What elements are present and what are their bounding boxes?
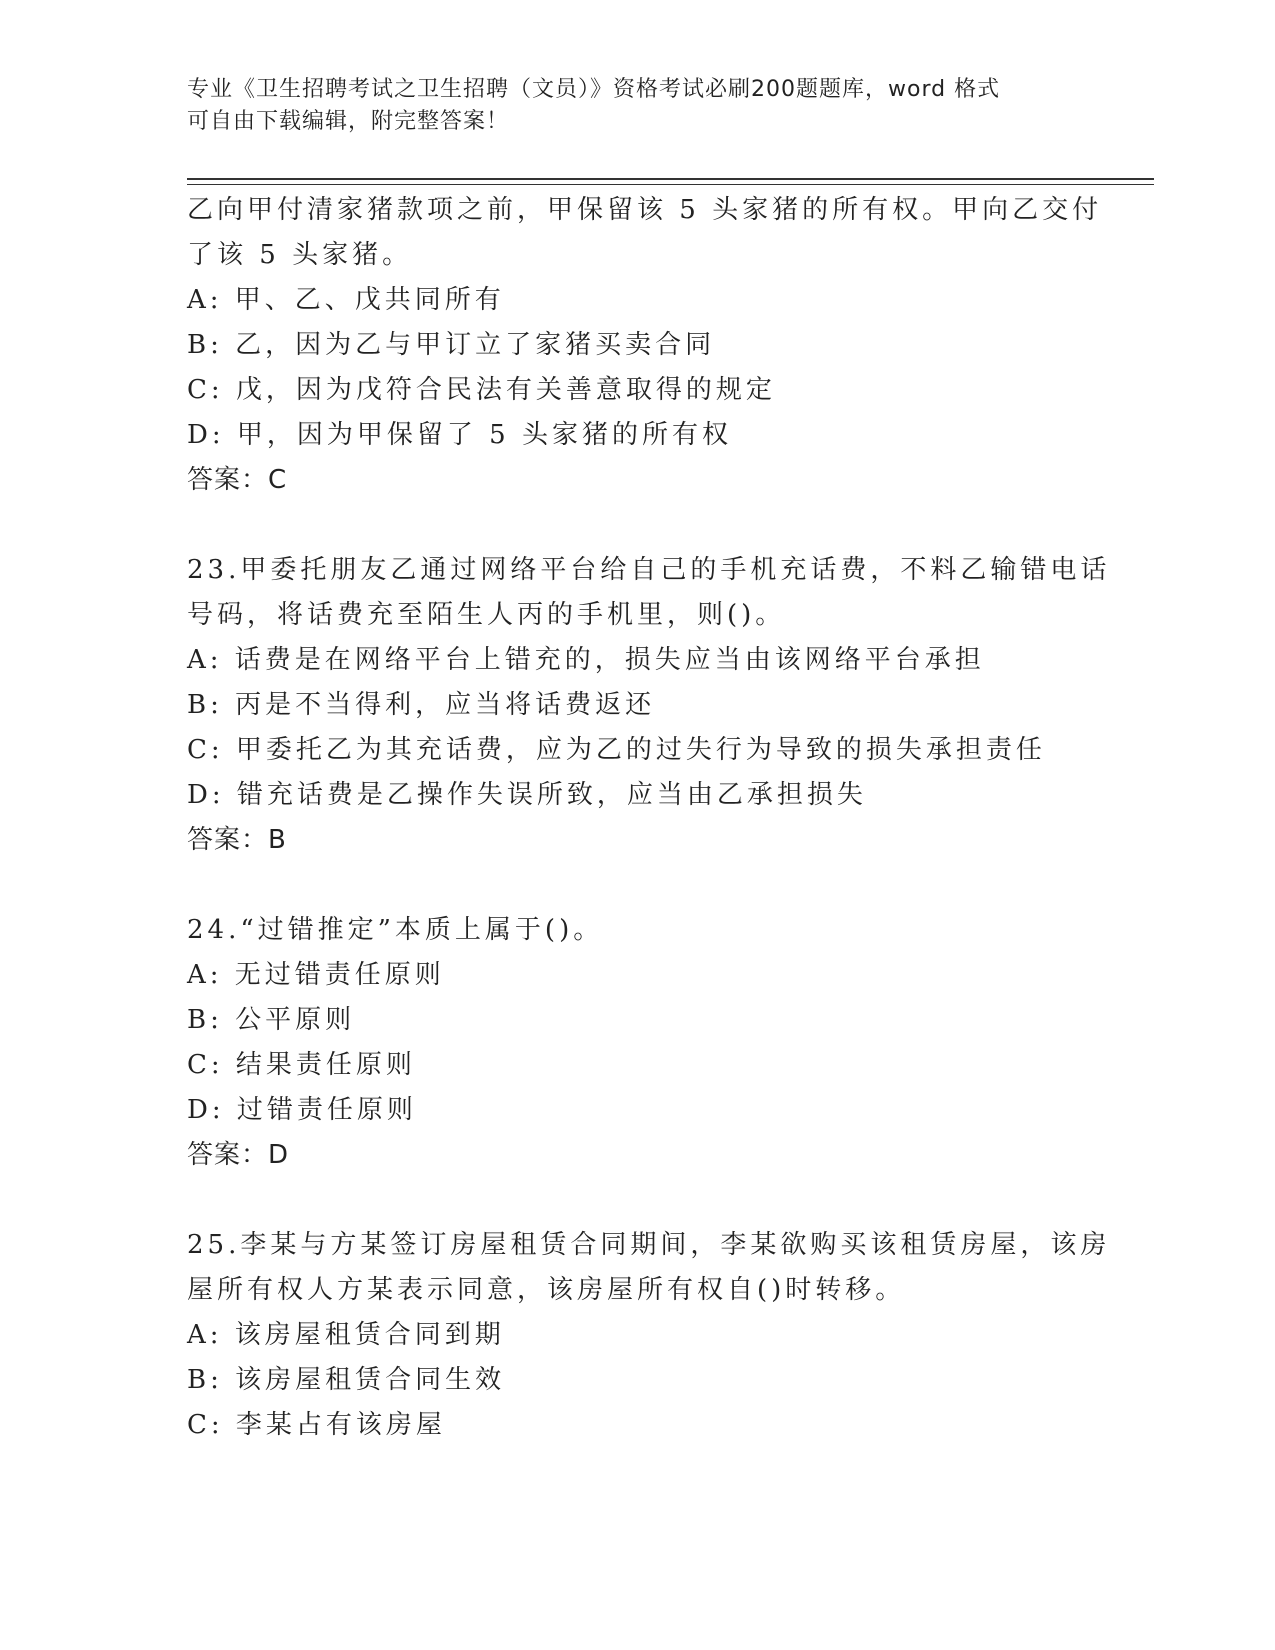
document-header xyxy=(187,74,1087,138)
question-stem-line: 乙向甲付清家猪款项之前，甲保留该 5 头家猪的所有权。甲向乙交付 xyxy=(187,195,1103,225)
question-stem-line: 了该 5 头家猪。 xyxy=(187,240,413,270)
option-a: A: 甲、乙、戊共同所有 xyxy=(187,285,505,315)
option-b: B: 公平原则 xyxy=(187,1005,356,1035)
header-title-line-1: 专业《卫生招聘考试之卫生招聘（文员）》资格考试必刷200题题库，word 格式 xyxy=(187,77,1001,102)
header-title-line-2: 可自由下载编辑，附完整答案！ xyxy=(187,109,510,134)
option-b: B: 丙是不当得利，应当将话费返还 xyxy=(187,690,656,720)
question-22 xyxy=(187,188,1117,503)
question-23 xyxy=(187,548,1117,863)
option-c: C: 甲委托乙为其充话费，应为乙的过失行为导致的损失承担责任 xyxy=(187,735,1046,765)
option-d: D: 过错责任原则 xyxy=(187,1095,417,1125)
question-24 xyxy=(187,908,1117,1178)
question-spacer xyxy=(187,503,1117,548)
option-c: C: 李某占有该房屋 xyxy=(187,1410,446,1440)
question-stem-line: 24.“过错推定”本质上属于()。 xyxy=(187,915,604,945)
option-a: A: 无过错责任原则 xyxy=(187,960,445,990)
option-c: C: 结果责任原则 xyxy=(187,1050,416,1080)
question-stem-line: 25.李某与方某签订房屋租赁合同期间，李某欲购买该租赁房屋，该房 xyxy=(187,1230,1111,1260)
question-list xyxy=(187,188,1117,1448)
option-a: A: 该房屋租赁合同到期 xyxy=(187,1320,505,1350)
answer: 答案：D xyxy=(187,1140,290,1170)
option-b: B: 乙，因为乙与甲订立了家猪买卖合同 xyxy=(187,330,716,360)
option-a: A: 话费是在网络平台上错充的，损失应当由该网络平台承担 xyxy=(187,645,985,675)
question-stem-line: 号码，将话费充至陌生人丙的手机里，则()。 xyxy=(187,600,786,630)
option-d: D: 错充话费是乙操作失误所致，应当由乙承担损失 xyxy=(187,780,867,810)
question-25 xyxy=(187,1223,1117,1448)
answer: 答案：B xyxy=(187,825,287,855)
answer: 答案：C xyxy=(187,465,288,495)
option-b: B: 该房屋租赁合同生效 xyxy=(187,1365,506,1395)
option-c: C: 戊，因为戊符合民法有关善意取得的规定 xyxy=(187,375,776,405)
header-divider-thick xyxy=(187,178,1154,180)
question-spacer xyxy=(187,1178,1117,1223)
question-stem-line: 屋所有权人方某表示同意，该房屋所有权自()时转移。 xyxy=(187,1275,906,1305)
option-d: D: 甲，因为甲保留了 5 头家猪的所有权 xyxy=(187,420,732,450)
question-spacer xyxy=(187,863,1117,908)
header-divider-thin xyxy=(187,184,1154,185)
question-stem-line: 23.甲委托朋友乙通过网络平台给自己的手机充话费，不料乙输错电话 xyxy=(187,555,1111,585)
